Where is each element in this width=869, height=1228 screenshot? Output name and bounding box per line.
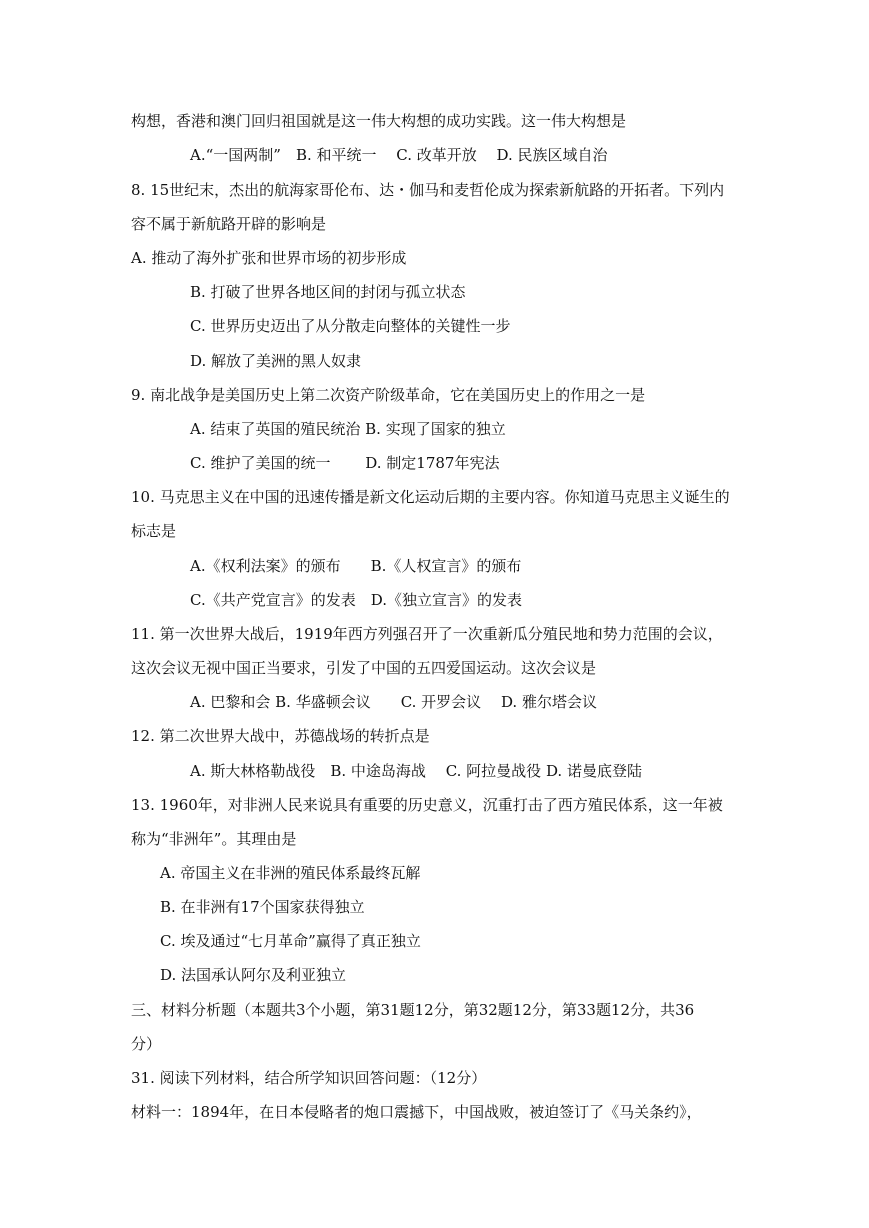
q11-options: A. 巴黎和会 B. 华盛顿会议 C. 开罗会议 D. 雅尔塔会议 — [190, 693, 597, 711]
q10-options-ab: A.《权利法案》的颁布 B.《人权宣言》的颁布 — [190, 557, 522, 575]
q13-option-d: D. 法国承认阿尔及利亚独立 — [160, 966, 347, 984]
q13-option-a: A. 帝国主义在非洲的殖民体系最终瓦解 — [160, 864, 421, 882]
section-three-heading-cont: 分） — [131, 1035, 162, 1053]
q13-stem-line-2: 称为“非洲年”。其理由是 — [131, 830, 297, 848]
q7-stem-line: 构想，香港和澳门回归祖国就是这一伟大构想的成功实践。这一伟大构想是 — [131, 112, 627, 130]
q31-material-one: 材料一：1894年，在日本侵略者的炮口震撼下，中国战败，被迫签订了《马关条约》， — [131, 1103, 702, 1121]
q9-stem: 9. 南北战争是美国历史上第二次资产阶级革命，它在美国历史上的作用之一是 — [131, 386, 646, 404]
q8-option-b: B. 打破了世界各地区间的封闭与孤立状态 — [190, 283, 466, 301]
q12-options: A. 斯大林格勒战役 B. 中途岛海战 C. 阿拉曼战役 D. 诺曼底登陆 — [190, 762, 642, 780]
q8-stem-line-2: 容不属于新航路开辟的影响是 — [131, 215, 327, 233]
q10-stem-line-2: 标志是 — [131, 522, 177, 540]
q10-options-cd: C.《共产党宣言》的发表 D.《独立宣言》的发表 — [190, 591, 522, 609]
q13-option-c: C. 埃及通过“七月革命”赢得了真正独立 — [160, 932, 421, 950]
q10-stem-line-1: 10. 马克思主义在中国的迅速传播是新文化运动后期的主要内容。你知道马克思主义诞生的 — [131, 488, 730, 506]
q9-options-cd: C. 维护了美国的统一 D. 制定1787年宪法 — [190, 454, 500, 472]
section-three-heading: 三、材料分析题（本题共3个小题，第31题12分，第32题12分，第33题12分，共36 — [131, 1001, 695, 1019]
q7-options: A.“一国两制” B. 和平统一 C. 改革开放 D. 民族区域自治 — [190, 146, 608, 164]
q12-stem: 12. 第二次世界大战中，苏德战场的转折点是 — [131, 727, 430, 745]
q13-stem-line-1: 13. 1960年，对非洲人民来说具有重要的历史意义，沉重打击了西方殖民体系，这一年被 — [131, 796, 723, 814]
q8-stem-line-1: 8. 15世纪末，杰出的航海家哥伦布、达・伽马和麦哲伦成为探索新航路的开拓者。下列内 — [131, 181, 725, 199]
q8-option-d: D. 解放了美洲的黑人奴隶 — [190, 352, 362, 370]
q31-stem: 31. 阅读下列材料，结合所学知识回答问题：（12分） — [131, 1069, 487, 1087]
q13-option-b: B. 在非洲有17个国家获得独立 — [160, 898, 365, 916]
q11-stem-line-1: 11. 第一次世界大战后，1919年西方列强召开了一次重新瓜分殖民地和势力范围的会议， — [131, 625, 723, 643]
q8-option-a: A. 推动了海外扩张和世界市场的初步形成 — [131, 249, 407, 267]
q9-options-ab: A. 结束了英国的殖民统治 B. 实现了国家的独立 — [190, 420, 506, 438]
q8-option-c: C. 世界历史迈出了从分散走向整体的关键性一步 — [190, 317, 511, 335]
q11-stem-line-2: 这次会议无视中国正当要求，引发了中国的五四爱国运动。这次会议是 — [131, 659, 597, 677]
